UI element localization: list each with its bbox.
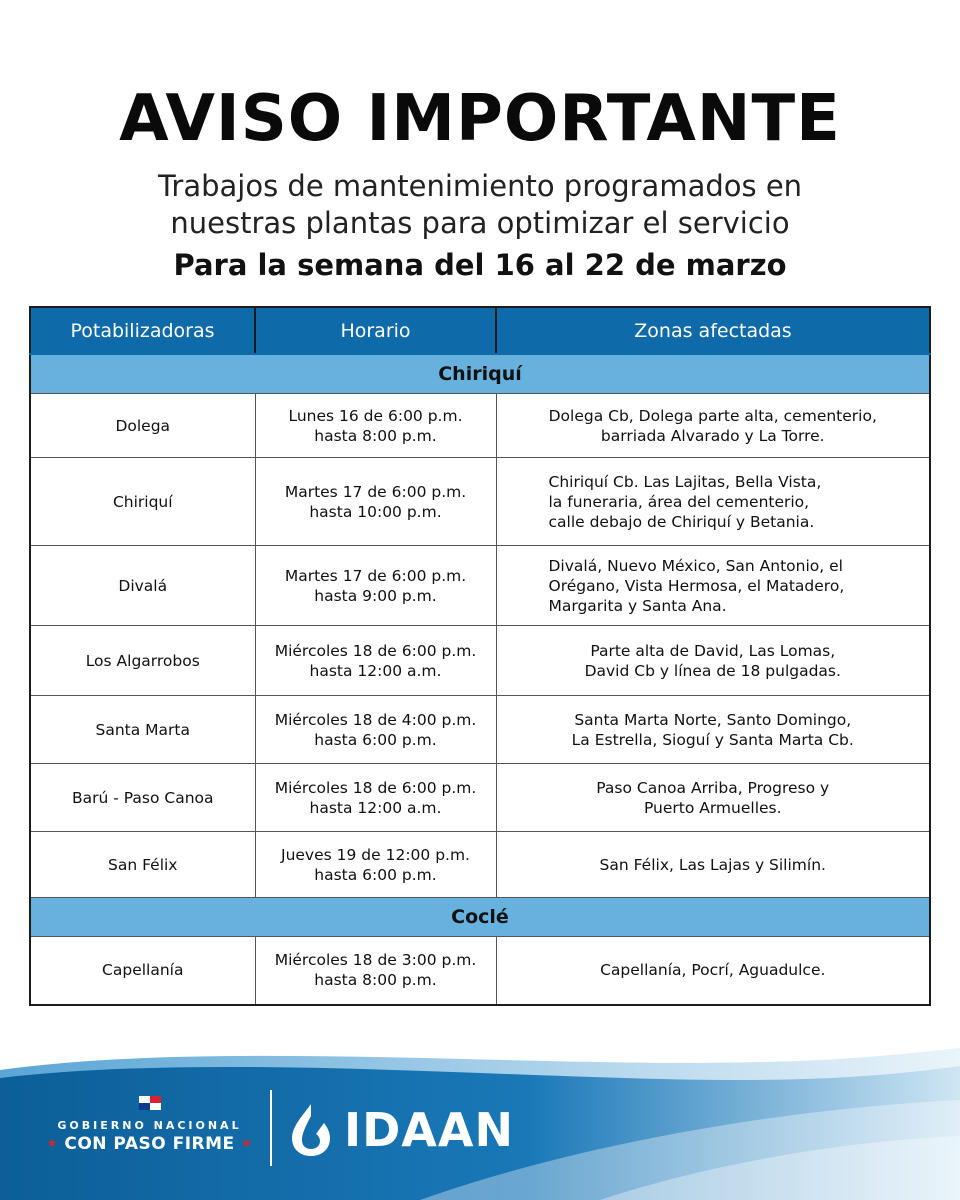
region-row — [30, 354, 930, 394]
schedule-cell — [255, 937, 496, 1005]
schedule-line: hasta 10:00 p.m. — [309, 502, 442, 521]
plant-name: San Félix — [30, 832, 255, 898]
schedule-line: hasta 12:00 a.m. — [309, 661, 442, 680]
zones-cell — [496, 764, 930, 832]
table-row — [30, 696, 930, 764]
plant-name: Dolega — [30, 394, 255, 458]
zones-cell — [496, 832, 930, 898]
zones-line: Capellanía, Pocrí, Aguadulce. — [600, 961, 826, 980]
table-row — [30, 394, 930, 458]
schedule-line: Martes 17 de 6:00 p.m. — [284, 482, 467, 501]
zones-line: Orégano, Vista Hermosa, el Matadero, — [548, 576, 845, 595]
column-header-schedule: Horario — [255, 307, 496, 354]
region-name: Coclé — [30, 898, 930, 937]
water-drop-logo-icon — [286, 1102, 336, 1158]
zones-cell — [496, 394, 930, 458]
plant-name: Divalá — [30, 546, 255, 626]
schedule-cell — [255, 696, 496, 764]
schedule-cell — [255, 832, 496, 898]
panama-flag-icon — [139, 1096, 161, 1110]
table-body — [30, 354, 930, 1005]
schedule-line: hasta 12:00 a.m. — [309, 798, 442, 817]
table-row — [30, 458, 930, 546]
schedule-line: Miércoles 18 de 6:00 p.m. — [274, 778, 477, 797]
zones-line: barriada Alvarado y La Torre. — [600, 426, 825, 445]
government-logo — [42, 1096, 257, 1154]
zones-cell — [496, 546, 930, 626]
zones-line: Margarita y Santa Ana. — [548, 596, 727, 615]
schedule-cell — [255, 626, 496, 696]
zones-line: Chiriquí Cb. Las Lajitas, Bella Vista, — [548, 472, 822, 491]
zones-cell — [496, 458, 930, 546]
table-row — [30, 626, 930, 696]
zones-line: calle debajo de Chiriquí y Betania. — [548, 512, 815, 531]
schedule-line: Miércoles 18 de 6:00 p.m. — [274, 641, 477, 660]
star-icon: ★ — [46, 1136, 58, 1150]
region-row — [30, 898, 930, 937]
zones-line: Puerto Armuelles. — [643, 798, 782, 817]
zones-cell — [496, 937, 930, 1005]
zones-line: Paso Canoa Arriba, Progreso y — [596, 778, 830, 797]
schedule-line: Martes 17 de 6:00 p.m. — [284, 566, 467, 585]
zones-line: San Félix, Las Lajas y Silimín. — [599, 855, 826, 874]
plant-name: Barú - Paso Canoa — [30, 764, 255, 832]
zones-line: David Cb y línea de 18 pulgadas. — [584, 661, 841, 680]
gov-line-2-wrap — [42, 1134, 257, 1154]
zones-line: Dolega Cb, Dolega parte alta, cementerio, — [548, 406, 877, 425]
page-subtitle — [0, 168, 960, 242]
page-title: AVISO IMPORTANTE — [119, 82, 841, 156]
schedule-table — [29, 306, 931, 1006]
table-row — [30, 832, 930, 898]
plant-name: Chiriquí — [30, 458, 255, 546]
zones-cell — [496, 626, 930, 696]
schedule-line: hasta 8:00 p.m. — [314, 426, 437, 445]
schedule-line: Miércoles 18 de 4:00 p.m. — [274, 710, 477, 729]
zones-line: Divalá, Nuevo México, San Antonio, el — [548, 556, 843, 575]
schedule-cell — [255, 458, 496, 546]
star-icon: ★ — [241, 1136, 253, 1150]
zones-line: Parte alta de David, Las Lomas, — [590, 641, 836, 660]
zones-cell — [496, 696, 930, 764]
footer-divider — [270, 1090, 272, 1166]
schedule-cell — [255, 394, 496, 458]
gov-line-1: GOBIERNO NACIONAL — [57, 1119, 242, 1132]
table-row — [30, 546, 930, 626]
plant-name: Santa Marta — [30, 696, 255, 764]
zones-line: la funeraria, área del cementerio, — [548, 492, 810, 511]
subtitle-line-1: Trabajos de mantenimiento programados en — [157, 169, 803, 203]
gov-line-2: CON PASO FIRME — [64, 1134, 235, 1154]
column-header-zones: Zonas afectadas — [496, 307, 930, 354]
plant-name: Capellanía — [30, 937, 255, 1005]
schedule-line: Jueves 19 de 12:00 p.m. — [281, 845, 470, 864]
schedule-line: hasta 6:00 p.m. — [314, 865, 437, 884]
week-range: Para la semana del 16 al 22 de marzo — [173, 248, 787, 282]
column-header-plants: Potabilizadoras — [30, 307, 255, 354]
plant-name: Los Algarrobos — [30, 626, 255, 696]
schedule-cell — [255, 546, 496, 626]
schedule-line: Miércoles 18 de 3:00 p.m. — [274, 951, 477, 970]
table-header-row — [30, 307, 930, 354]
table-row — [30, 937, 930, 1005]
table-row — [30, 764, 930, 832]
schedule-line: hasta 6:00 p.m. — [314, 730, 437, 749]
idaan-wordmark: IDAAN — [344, 1103, 514, 1157]
schedule-line: hasta 8:00 p.m. — [314, 971, 437, 990]
idaan-logo — [286, 1100, 514, 1160]
schedule-line: Lunes 16 de 6:00 p.m. — [288, 406, 463, 425]
region-name: Chiriquí — [30, 354, 930, 394]
schedule-cell — [255, 764, 496, 832]
subtitle-line-2: nuestras plantas para optimizar el servicio — [170, 206, 790, 240]
zones-line: Santa Marta Norte, Santo Domingo, — [574, 710, 852, 729]
zones-line: La Estrella, Sioguí y Santa Marta Cb. — [571, 730, 854, 749]
schedule-line: hasta 9:00 p.m. — [314, 586, 437, 605]
